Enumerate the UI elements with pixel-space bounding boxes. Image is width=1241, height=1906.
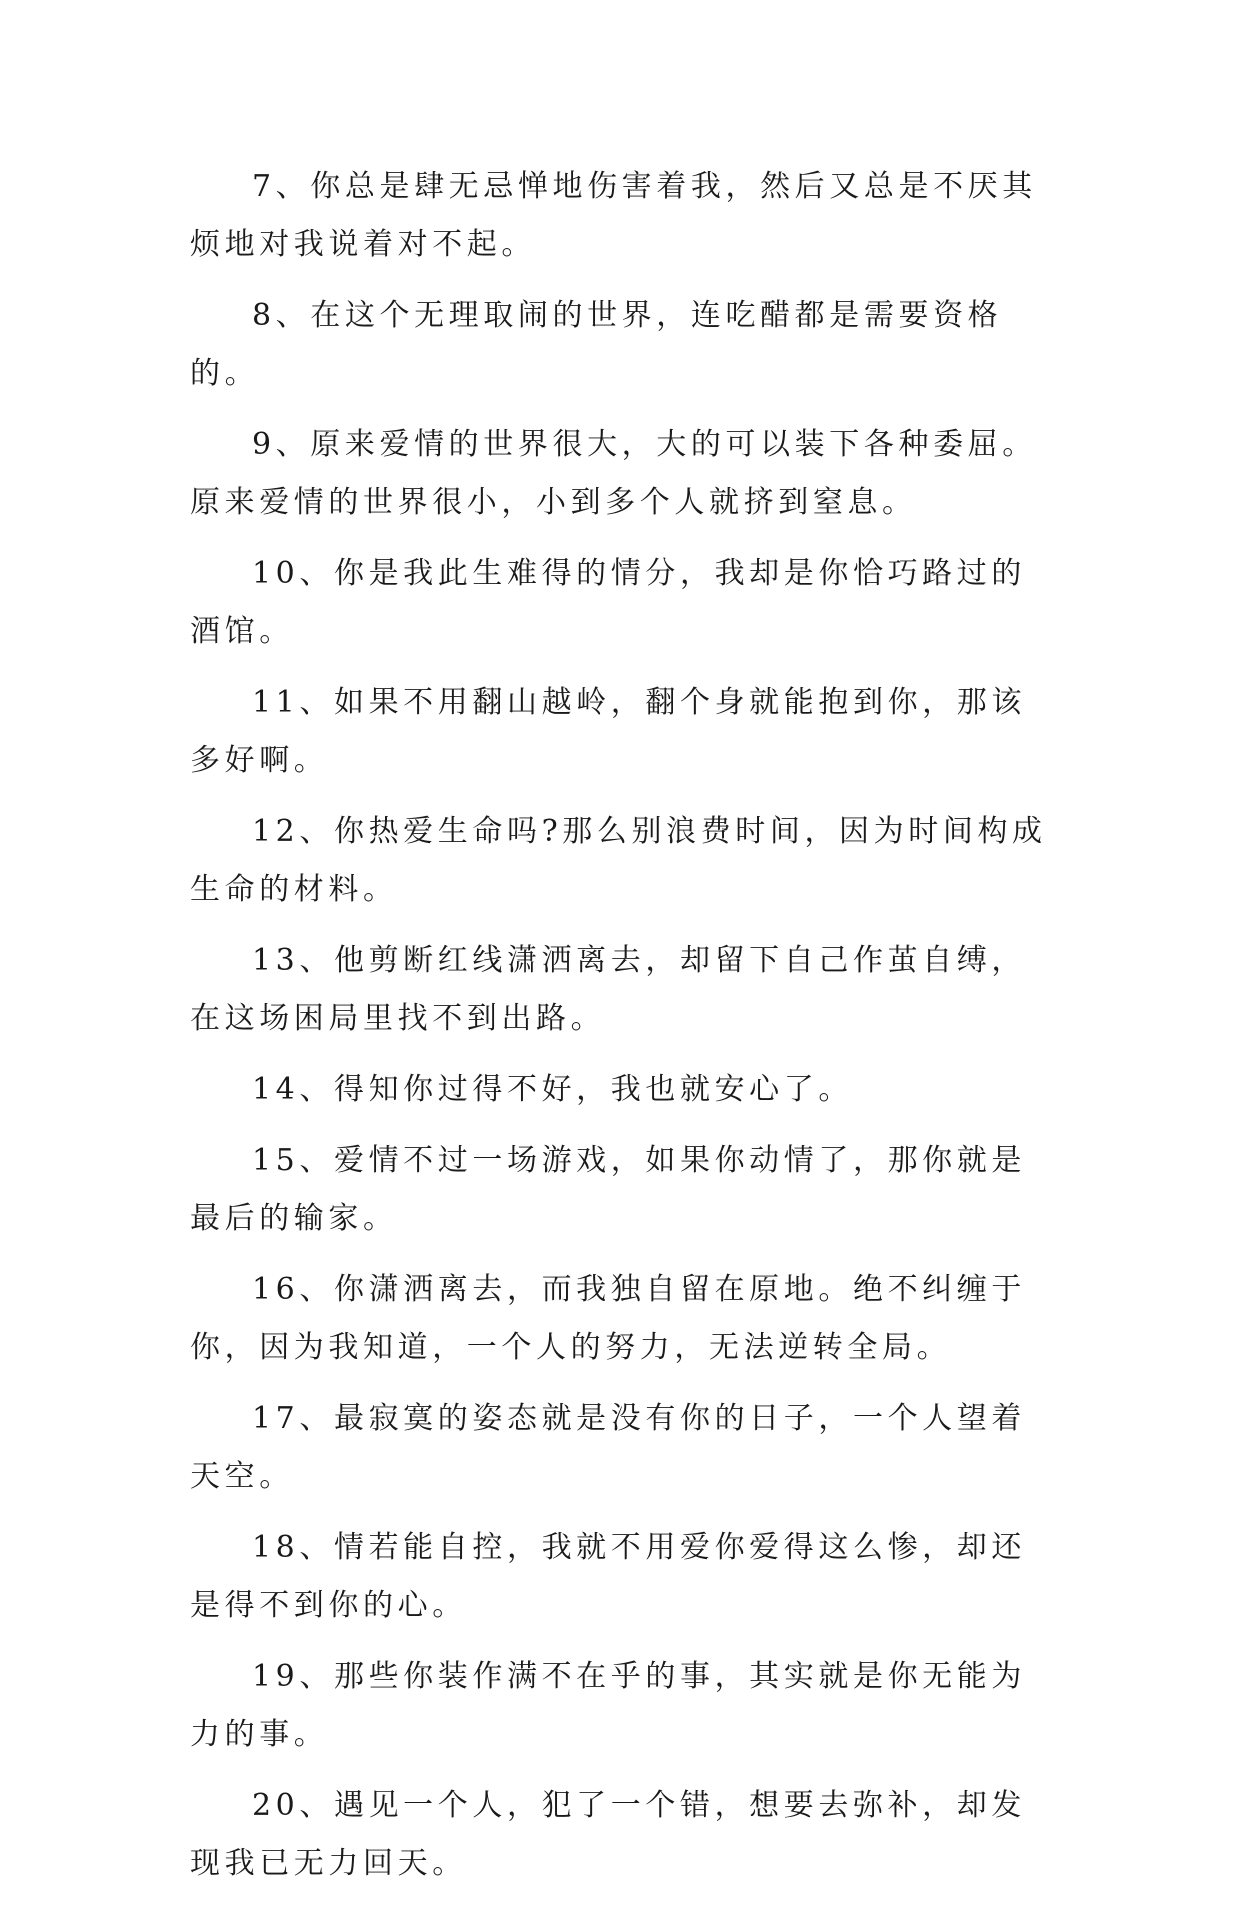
- paragraph-20: 20、遇见一个人，犯了一个错，想要去弥补，却发现我已无力回天。: [190, 1788, 1026, 1881]
- paragraph-14: 14、得知你过得不好，我也就安心了。: [252, 1072, 853, 1107]
- paragraph-15: 15、爱情不过一场游戏，如果你动情了，那你就是最后的输家。: [190, 1143, 1026, 1236]
- paragraph-10: 10、你是我此生难得的情分，我却是你恰巧路过的酒馆。: [190, 556, 1026, 649]
- paragraph-13: 13、他剪断红线潇洒离去，却留下自己作茧自缚，在这场困局里找不到出路。: [190, 943, 1026, 1036]
- paragraph-11: 11、如果不用翻山越岭，翻个身就能抱到你，那该多好啊。: [190, 685, 1026, 778]
- paragraph-12: 12、你热爱生命吗?那么别浪费时间，因为时间构成生命的材料。: [190, 814, 1047, 907]
- paragraph-7: 7、你总是肆无忌惮地伤害着我，然后又总是不厌其烦地对我说着对不起。: [190, 169, 1037, 262]
- document-body: [190, 158, 1050, 1906]
- paragraph-17: 17、最寂寞的姿态就是没有你的日子，一个人望着天空。: [190, 1401, 1026, 1494]
- paragraph-9: 9、原来爱情的世界很大，大的可以装下各种委屈。原来爱情的世界很小，小到多个人就挤到窒息。: [190, 427, 1037, 520]
- paragraph-8: 8、在这个无理取闹的世界，连吃醋都是需要资格的。: [190, 298, 1003, 391]
- paragraph-19: 19、那些你装作满不在乎的事，其实就是你无能为力的事。: [190, 1659, 1026, 1752]
- paragraph-18: 18、情若能自控，我就不用爱你爱得这么惨，却还是得不到你的心。: [190, 1530, 1026, 1623]
- paragraph-16: 16、你潇洒离去，而我独自留在原地。绝不纠缠于你，因为我知道，一个人的努力，无法逆转全局。: [190, 1272, 1026, 1365]
